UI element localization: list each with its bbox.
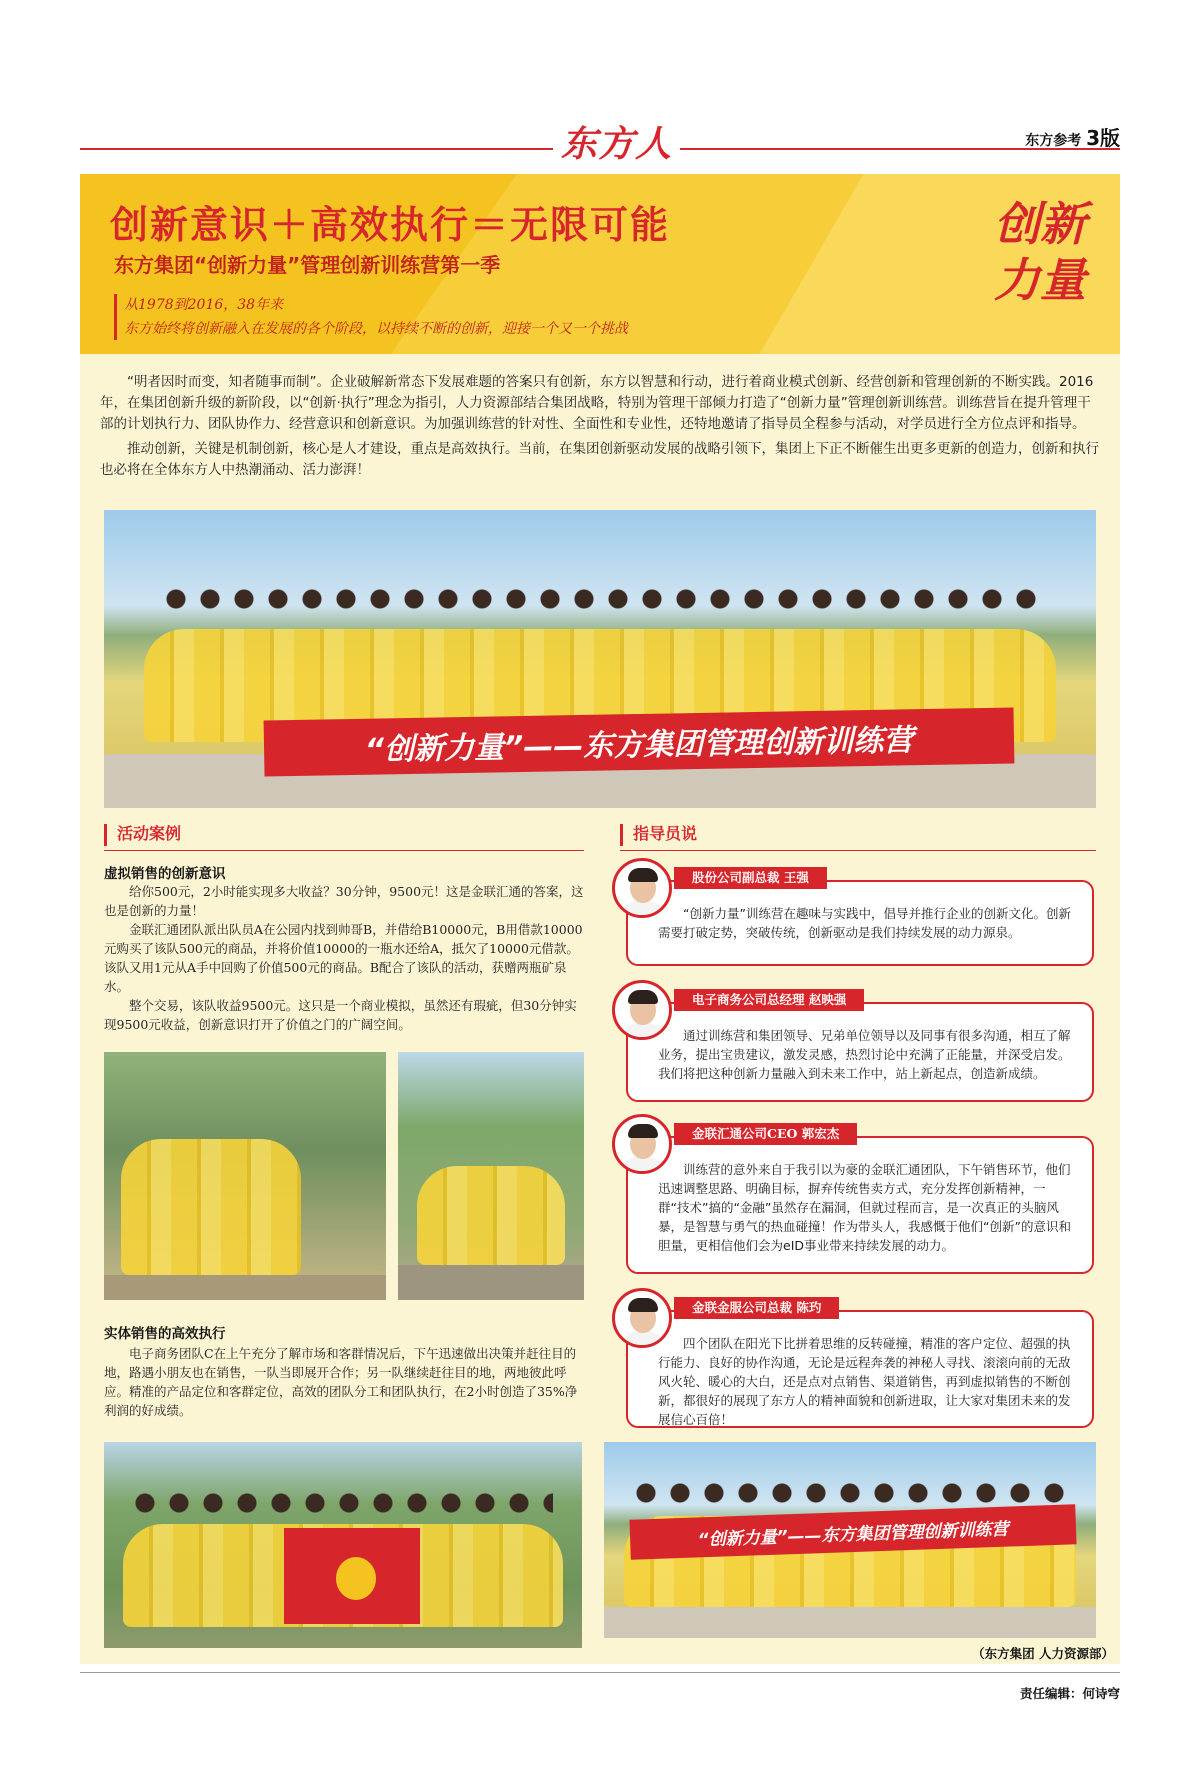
instructor-avatar <box>612 858 672 918</box>
intro-paragraph: 推动创新，关键是机制创新，核心是人才建设，重点是高效执行。当前，在集团创新驱动发展的战略引领下，集团上下正不断催生出更多更新的创造力，创新和执行也必将在全体东方人中热潮涌动、活力澎湃！ <box>100 441 1099 478</box>
company-flag <box>284 1528 420 1624</box>
photo-banner: “创新力量”——东方集团管理创新训练营 <box>629 1504 1076 1560</box>
innovation-logo: 创新 力量 <box>994 197 1086 307</box>
instructor-card <box>626 1300 1094 1428</box>
intro-text <box>100 372 1100 485</box>
edition-name: 东方参考 <box>1025 133 1082 149</box>
header-banner <box>80 174 1120 354</box>
case-photo-2 <box>398 1052 584 1300</box>
intro-paragraph: “明者因时而变，知者随事而制”。企业破解新常态下发展难题的答案只有创新，东方以智慧和行动，进行着商业模式创新、经营创新和管理创新的不断实践。2016年，在集团创新升级的新阶段，以“创新·执行”理念为指引，人力资源部结合集团战略，特别为管理干部倾力打造了“创新力量”管理创新训练营。训练营旨在提升管理干部的计划执行力、团队协作力、经营意识和创新意识。为加强训练营的针对性、全面性和专业性，还特地邀请了指导员全程参与活动，对学员进行全方位点评和指导。 <box>100 374 1094 432</box>
instructor-card <box>626 1126 1094 1274</box>
instructor-quote: 通过训练营和集团领导、兄弟单位领导以及同事有很多沟通，相互了解业务，提出宝贵建议，激发灵感，热烈讨论中充满了正能量，并深受启发。我们将把这种创新力量融入到未来工作中，站上新起点，创造新成绩。 <box>658 1028 1071 1081</box>
instructor-card <box>626 992 1094 1102</box>
section-rule <box>104 850 584 851</box>
edition-label <box>1025 122 1120 151</box>
page-subtitle: 东方集团“创新力量”管理创新训练营第一季 <box>114 253 501 277</box>
instructor-name-tag: 电子商务公司总经理 赵映强 <box>674 989 864 1011</box>
brand-logo: 东方人 <box>553 116 680 167</box>
instructor-quote: 四个团队在阳光下比拼着思维的反转碰撞，精准的客户定位、超强的执行能力、良好的协作沟通，无论是远程奔袭的神秘人寻找、滚滚向前的无敌风火轮、暖心的大白，还是点对点销售、渠道销售，再到虚拟销售的不断创新，都很好的展现了东方人的精神面貌和创新进取，让大家对集团未来的发展信心百倍！ <box>658 1336 1071 1427</box>
edition-number: 3版 <box>1086 126 1120 150</box>
quote-bar <box>114 294 117 340</box>
section-rule <box>620 850 1096 851</box>
responsible-editor: 责任编辑：何诗穹 <box>1019 1686 1120 1701</box>
instructor-avatar <box>612 1114 672 1174</box>
case-text: 给你500元，2小时能实现多大收益？30分钟，9500元！这是金联汇通的答案，这也是创新的力量！ 金联汇通团队派出队员A在公园内找到帅哥B，并借给B10000元，B用借款10000元购买了该队500元的商品，并将价值10000的一瓶水还给A，抵欠了10000元借款。该队又用1元从A手中回购了价值500元的商品。B配合了该队的活动，获赠两瓶矿泉水。 整个交易，该队收益9500元。这只是一个商业模拟，虽然还有瑕疵，但30分钟实现9500元收益，创新意识打开了价值之门的广阔空间。 <box>104 884 584 1032</box>
instructor-name-tag: 金联汇通公司CEO 郭宏杰 <box>674 1123 857 1145</box>
instructor-avatar <box>612 1288 672 1348</box>
page-title: 创新意识＋高效执行＝无限可能 <box>110 203 671 247</box>
group-photo <box>104 510 1096 808</box>
team-photo-flag <box>104 1442 582 1648</box>
photo-banner: “创新力量”——东方集团管理创新训练营 <box>264 707 1015 776</box>
banner-line-1: 从1978到2016，38年来 <box>124 297 284 313</box>
case-photo-1 <box>104 1052 386 1300</box>
instructor-name-tag: 金联金服公司总裁 陈玓 <box>674 1297 839 1319</box>
department-credit: （东方集团 人力资源部） <box>972 1646 1114 1661</box>
banner-line-2: 东方始终将创新融入在发展的各个阶段，以持续不断的创新，迎接一个又一个挑战 <box>124 321 628 337</box>
instructor-quote: 训练营的意外来自于我引以为豪的金联汇通团队，下午销售环节，他们迅速调整思路、明确目标，摒弃传统售卖方式，充分发挥创新精神，一群“技术”搞的“金融”虽然存在漏洞，但就过程而言，是一次真正的头脑风暴，是智慧与勇气的热血碰撞！作为带头人，我感慨于他们“创新”的意识和胆量，更相信他们会为eID事业带来持续发展的动力。 <box>658 1162 1071 1253</box>
instructor-card <box>626 870 1094 966</box>
instructor-avatar <box>612 980 672 1040</box>
case-title: 虚拟销售的创新意识 <box>104 866 226 882</box>
instructor-name-tag: 股份公司副总裁 王强 <box>674 867 827 889</box>
case-title: 实体销售的高效执行 <box>104 1326 226 1342</box>
section-heading-instructors: 指导员说 <box>620 824 697 846</box>
footer-rule <box>80 1672 1120 1673</box>
team-photo-banner <box>604 1442 1096 1638</box>
case-text: 电子商务团队C在上午充分了解市场和客群情况后，下午迅速做出决策并赶往目的地，路遇小朋友也在销售，一队当即展开合作；另一队继续赶往目的地，两地彼此呼应。精准的产品定位和客群定位，高效的团队分工和团队执行，在2小时创造了35%净利润的好成绩。 <box>104 1346 578 1418</box>
section-heading-cases: 活动案例 <box>104 824 181 846</box>
instructor-quote: “创新力量”训练营在趣味与实践中，倡导并推行企业的创新文化。创新需要打破定势，突破传统，创新驱动是我们持续发展的动力源泉。 <box>658 906 1071 940</box>
